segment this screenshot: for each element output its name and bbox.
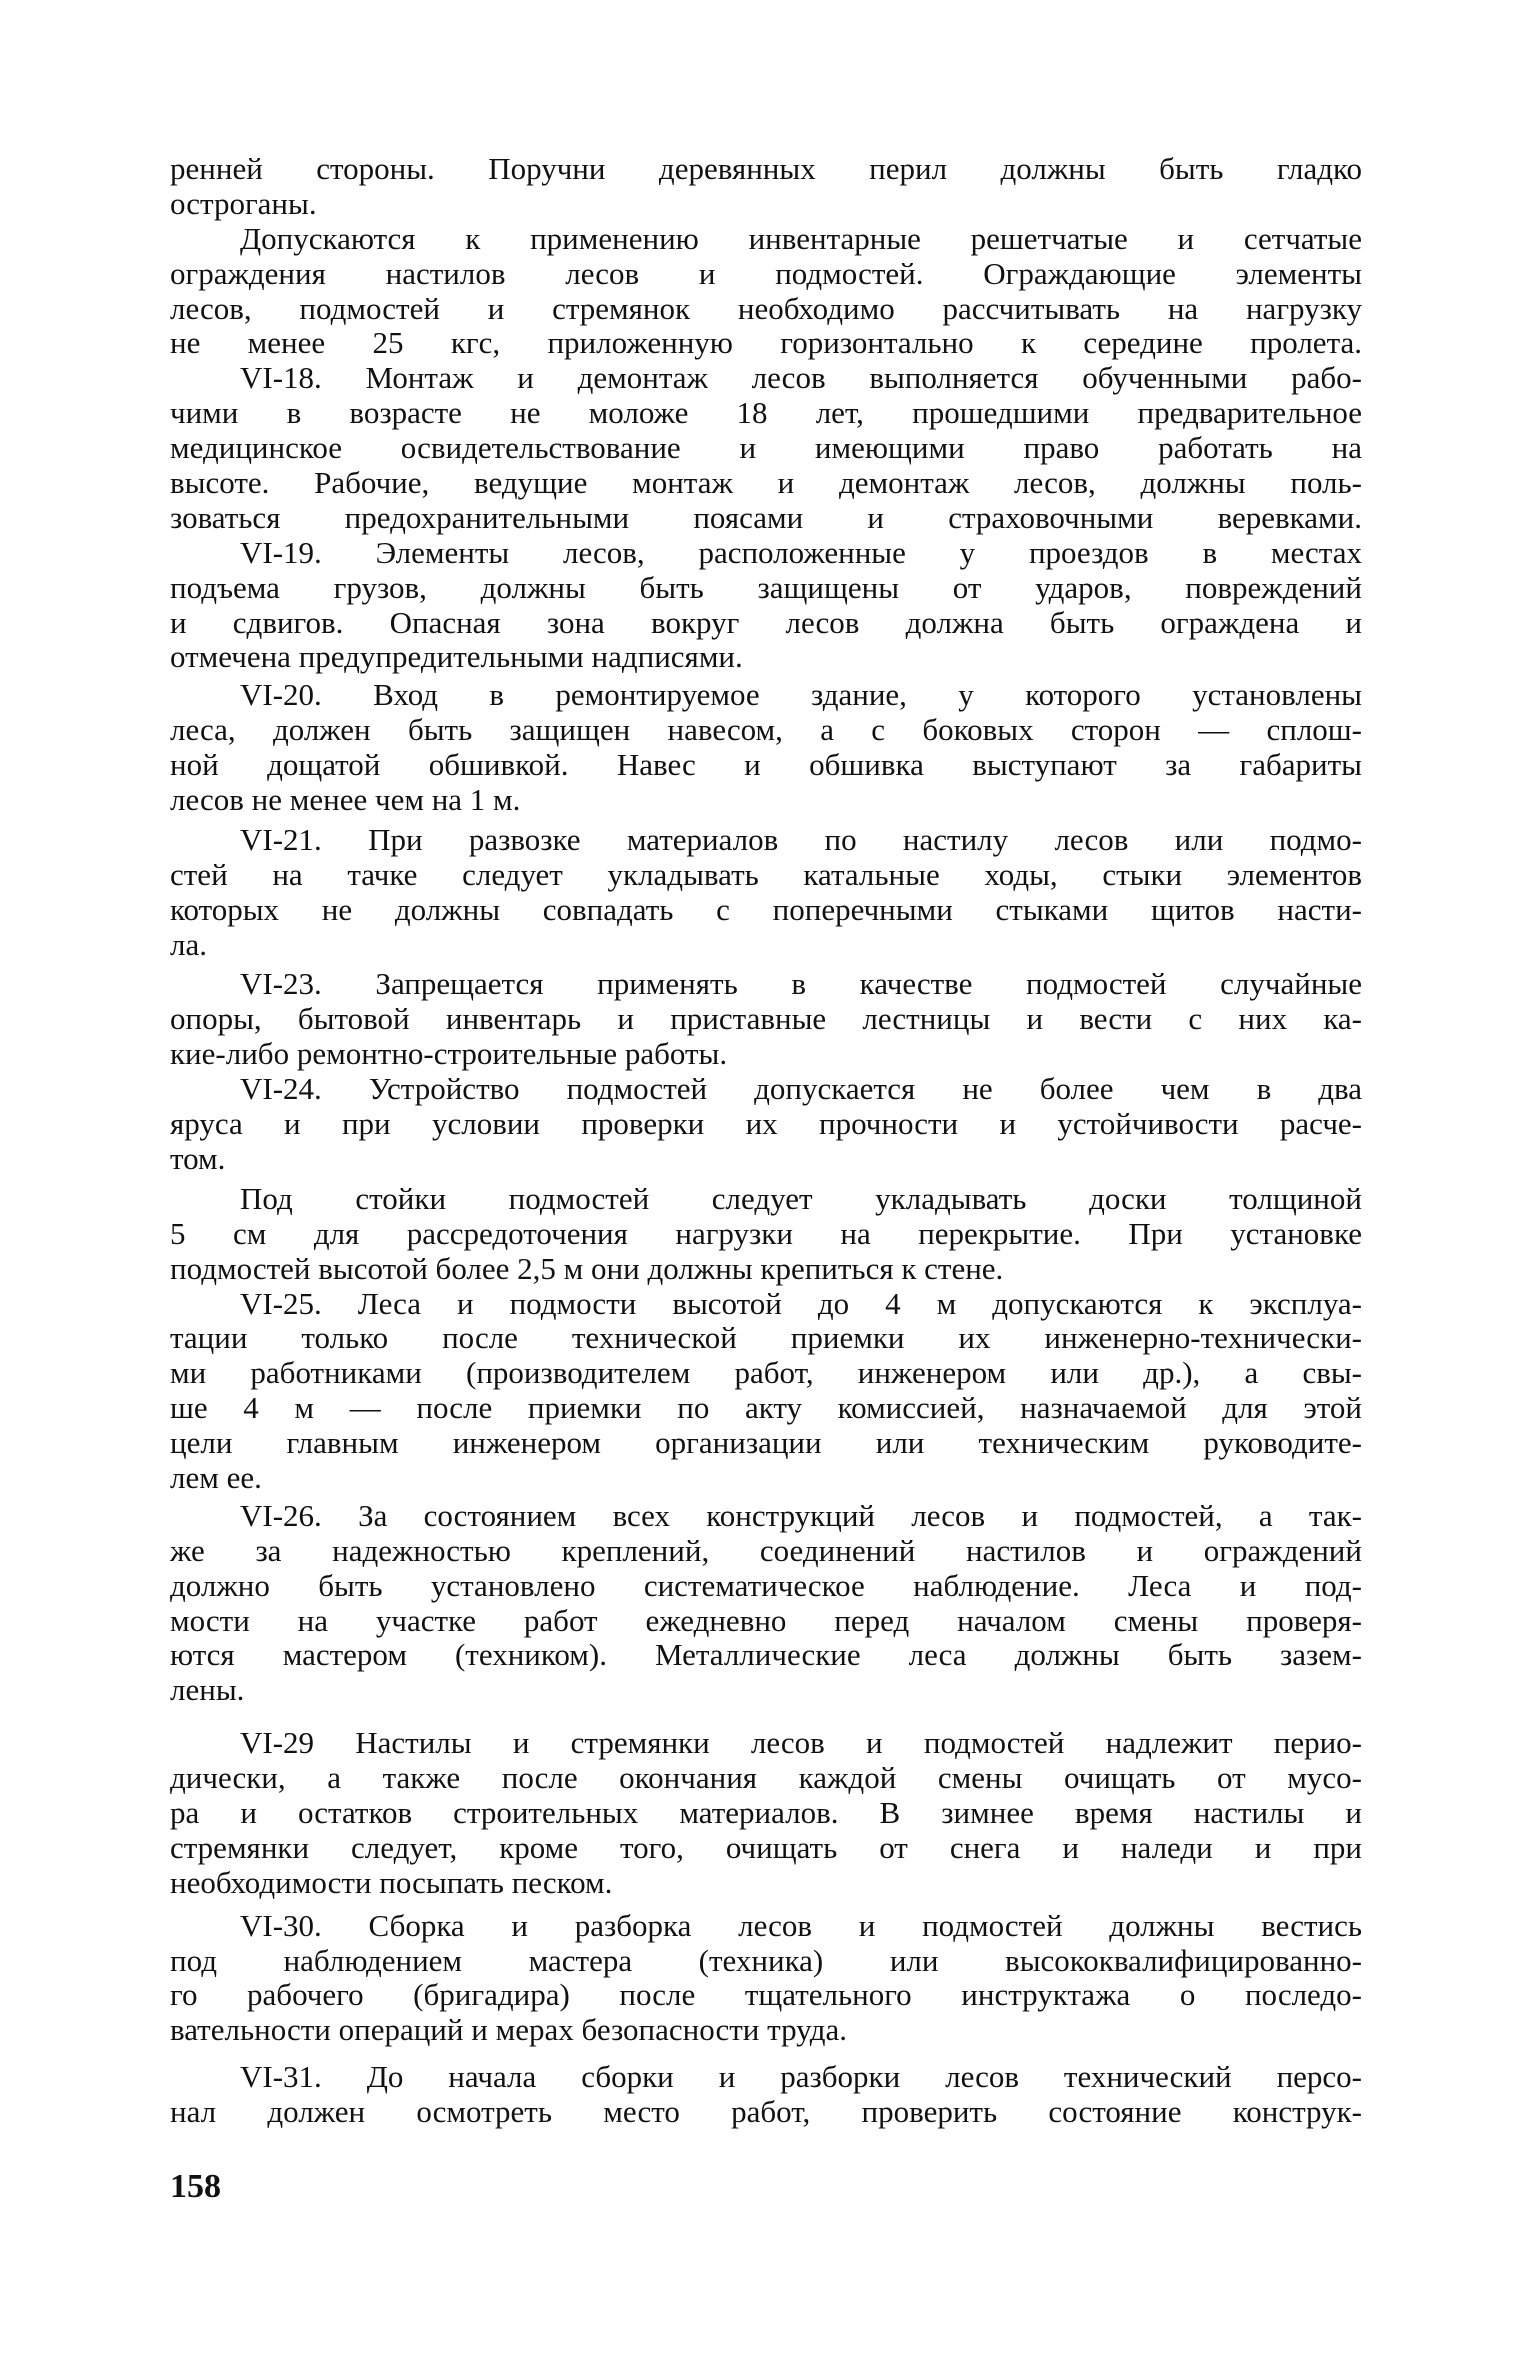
text-line: чими в возрасте не моложе 18 лет, прошедшими предварительное	[170, 395, 1362, 431]
text-line: VI-20. Вход в ремонтируемое здание, у которого установлены	[240, 677, 1362, 713]
text-line: VI-19. Элементы лесов, расположенные у проездов в местах	[240, 534, 1362, 570]
text-line: необходимости посыпать песком.	[170, 1864, 613, 1900]
text-line: вательности операций и мерах безопасности труда.	[170, 2012, 847, 2048]
text-line: отмечена предупредительными надписями.	[170, 639, 743, 675]
paragraph-vi-19	[170, 536, 1362, 676]
text-line: 5 см для рассредоточения нагрузки на перекрытие. При установке	[170, 1215, 1362, 1251]
text-line: VI-24. Устройство подмостей допускается не более чем в два	[240, 1071, 1362, 1107]
text-line: лесов не менее чем на 1 м.	[170, 782, 521, 818]
text-line: мости на участке работ ежедневно перед началом смены проверя-	[170, 1602, 1362, 1638]
text-line: ше 4 м — после приемки по акту комиссией, назначаемой для этой	[170, 1390, 1362, 1426]
paragraph-vi-25	[170, 1287, 1362, 1496]
paragraph-vi-24	[170, 1072, 1362, 1177]
paragraph-vi-20	[170, 678, 1362, 818]
paragraph-vi-30	[170, 1909, 1362, 2049]
text-line: нал должен осмотреть место работ, проверить состояние конструк-	[170, 2094, 1362, 2130]
text-line: стремянки следует, кроме того, очищать от снега и наледи и при	[170, 1829, 1362, 1865]
paragraph-supports	[170, 1182, 1362, 1287]
text-line: ра и остатков строительных материалов. В зимнее время настилы и	[170, 1794, 1362, 1830]
text-line: ренней стороны. Поручни деревянных перил должны быть гладко	[170, 151, 1362, 186]
paragraph-fencing	[170, 222, 1362, 362]
text-line: том.	[170, 1140, 226, 1176]
page-number: 158	[170, 2168, 221, 2205]
text-line: VI-29 Настилы и стремянки лесов и подмостей надлежит перио-	[240, 1725, 1362, 1761]
text-line: под наблюдением мастера (техника) или высококвалифицированно-	[170, 1942, 1362, 1978]
text-line: леса, должен быть защищен навесом, а с боковых сторон — сплош-	[170, 712, 1362, 748]
text-line: должно быть установлено систематическое наблюдение. Леса и под-	[170, 1567, 1362, 1603]
text-line: остроганы.	[170, 185, 317, 221]
paragraph-vi-23	[170, 967, 1362, 1072]
paragraph-vi-18	[170, 361, 1362, 535]
paragraph-vi-31	[170, 2060, 1362, 2130]
text-line: VI-25. Леса и подмости высотой до 4 м допускаются к эксплуа-	[240, 1285, 1362, 1321]
page-body-text	[170, 152, 1362, 2130]
text-line: медицинское освидетельствование и имеющими право работать на	[170, 430, 1362, 466]
text-line: подъема грузов, должны быть защищены от ударов, повреждений	[170, 569, 1362, 605]
text-line: VI-23. Запрещается применять в качестве подмостей случайные	[240, 966, 1362, 1002]
text-line: ограждения настилов лесов и подмостей. Ограждающие элементы	[170, 255, 1362, 291]
text-line: го рабочего (бригадира) после тщательного инструктажа о последо-	[170, 1977, 1362, 2013]
text-line: высоте. Рабочие, ведущие монтаж и демонтаж лесов, должны поль-	[170, 465, 1362, 501]
text-line: цели главным инженером организации или техническим руководите-	[170, 1425, 1362, 1461]
text-line: же за надежностью креплений, соединений настилов и ограждений	[170, 1532, 1362, 1568]
paragraph-vi-26	[170, 1499, 1362, 1708]
text-line: которых не должны совпадать с поперечными стыками щитов насти-	[170, 891, 1362, 927]
text-line: ми работниками (производителем работ, инженером или др.), а свы-	[170, 1355, 1362, 1391]
text-line: VI-18. Монтаж и демонтаж лесов выполняется обученными рабо-	[240, 360, 1362, 396]
text-line: ной дощатой обшивкой. Навес и обшивка выступают за габариты	[170, 747, 1362, 783]
paragraph-vi-21	[170, 823, 1362, 963]
text-line: кие-либо ремонтно-строительные работы.	[170, 1036, 728, 1072]
text-line: VI-26. За состоянием всех конструкций лесов и подмостей, а так-	[240, 1497, 1362, 1533]
text-line: не менее 25 кгс, приложенную горизонтально к середине пролета.	[170, 325, 1362, 361]
text-line: VI-31. До начала сборки и разборки лесов технический персо-	[240, 2059, 1362, 2095]
text-line: стей на тачке следует укладывать катальные ходы, стыки элементов	[170, 856, 1362, 892]
text-line: яруса и при условии проверки их прочности и устойчивости расче-	[170, 1106, 1362, 1142]
text-line: ются мастером (техником). Металлические леса должны быть зазем-	[170, 1637, 1362, 1673]
paragraph-continuation	[170, 152, 1362, 222]
text-line: Под стойки подмостей следует укладывать доски толщиной	[240, 1180, 1362, 1216]
text-line: лены.	[170, 1672, 245, 1708]
text-line: Допускаются к применению инвентарные решетчатые и сетчатые	[240, 220, 1362, 256]
text-line: опоры, бытовой инвентарь и приставные лестницы и вести с них ка-	[170, 1001, 1362, 1037]
text-line: подмостей высотой более 2,5 м они должны крепиться к стене.	[170, 1250, 1004, 1286]
text-line: VI-21. При развозке материалов по настилу лесов или подмо-	[240, 821, 1362, 857]
text-line: зоваться предохранительными поясами и страховочными веревками.	[170, 499, 1362, 535]
text-line: лем ее.	[170, 1459, 262, 1495]
text-line: ла.	[170, 926, 207, 962]
text-line: лесов, подмостей и стремянок необходимо рассчитывать на нагрузку	[170, 290, 1362, 326]
paragraph-vi-29	[170, 1726, 1362, 1900]
text-line: и сдвигов. Опасная зона вокруг лесов должна быть ограждена и	[170, 604, 1362, 640]
text-line: дически, а также после окончания каждой смены очищать от мусо-	[170, 1760, 1362, 1796]
text-line: тации только после технической приемки их инженерно-технически-	[170, 1320, 1362, 1356]
text-line: VI-30. Сборка и разборка лесов и подмостей должны вестись	[240, 1907, 1362, 1943]
